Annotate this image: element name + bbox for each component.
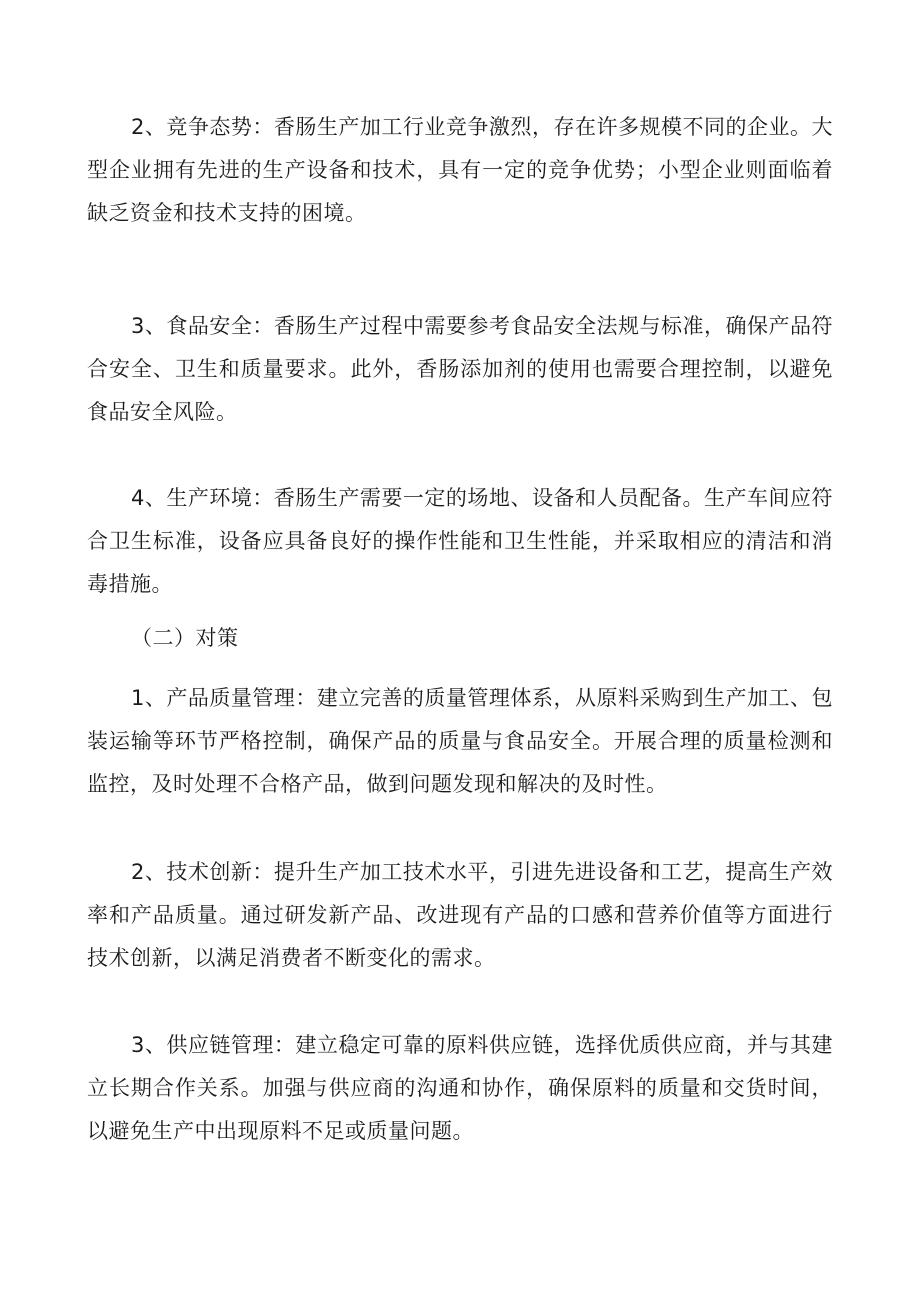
paragraph-food-safety: 3、食品安全：香肠生产过程中需要参考食品安全法规与标准，确保产品符合安全、卫生和质量要求。此外，香肠添加剂的使用也需要合理控制，以避免食品安全风险。 (87, 314, 833, 424)
paragraph-quality-management: 1、产品质量管理：建立完善的质量管理体系，从原料采购到生产加工、包装运输等环节严格控制，确保产品的质量与食品安全。开展合理的质量检测和监控，及时处理不合格产品，做到问题发现和解决的及时性。 (87, 686, 833, 796)
section-heading-countermeasures: （二）对策 (131, 626, 239, 650)
paragraph-supply-chain: 3、供应链管理：建立稳定可靠的原料供应链，选择优质供应商，并与其建立长期合作关系。加强与供应商的沟通和协作，确保原料的质量和交货时间，以避免生产中出现原料不足或质量问题。 (87, 1033, 833, 1143)
paragraph-technical-innovation: 2、技术创新：提升生产加工技术水平，引进先进设备和工艺，提高生产效率和产品质量。通过研发新产品、改进现有产品的口感和营养价值等方面进行技术创新，以满足消费者不断变化的需求。 (87, 860, 833, 970)
paragraph-competition: 2、竞争态势：香肠生产加工行业竞争激烈，存在许多规模不同的企业。大型企业拥有先进的生产设备和技术，具有一定的竞争优势；小型企业则面临着缺乏资金和技术支持的困境。 (87, 115, 833, 225)
paragraph-production-environment: 4、生产环境：香肠生产需要一定的场地、设备和人员配备。生产车间应符合卫生标准，设备应具备良好的操作性能和卫生性能，并采取相应的清洁和消毒措施。 (87, 486, 833, 596)
